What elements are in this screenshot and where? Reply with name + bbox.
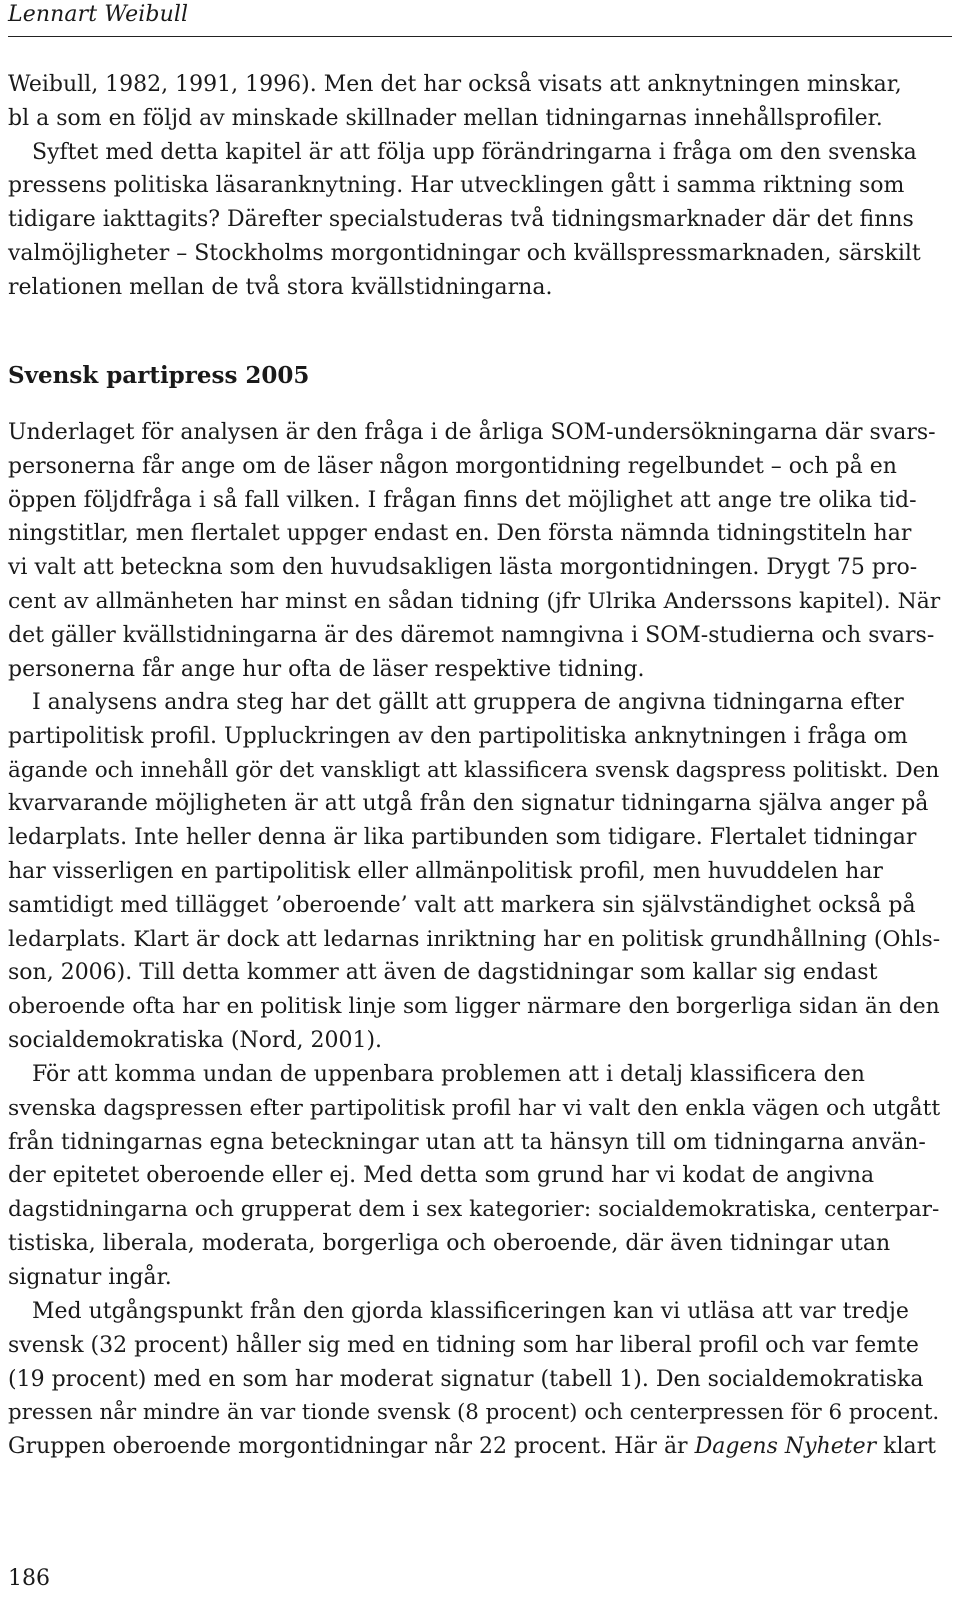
text-line: ledarplats. Klart är dock att ledarnas inriktning har en politisk grundhållning (Ohls- xyxy=(8,926,941,952)
text-line: partipolitisk profil. Uppluckringen av den partipolitiska anknytningen i fråga om xyxy=(8,723,908,749)
text-line: kvarvarande möjligheten är att utgå från den signatur tidningarna själva anger på xyxy=(8,791,929,817)
text-line: personerna får ange om de läser någon morgontidning regelbundet – och på en xyxy=(8,453,897,479)
text-line: signatur ingår. xyxy=(8,1264,172,1290)
body-paragraph-2 xyxy=(8,686,940,1058)
text-line: ägande och innehåll gör det vanskligt att klassificera svensk dagspress politiskt. Den xyxy=(8,757,940,783)
running-head: Lennart Weibull xyxy=(8,2,189,27)
text-line: cent av allmänheten har minst en sådan tidning (jfr Ulrika Anderssons kapitel). När xyxy=(8,588,941,614)
intro-paragraph xyxy=(8,68,940,305)
body-paragraph-1 xyxy=(8,416,940,686)
text-line: der epitetet oberoende eller ej. Med detta som grund har vi kodat de angivna xyxy=(8,1163,875,1189)
text-line: samtidigt med tillägget ’oberoende’ valt att markera sin självständighet också på xyxy=(8,892,916,918)
text-line: svenska dagspressen efter partipolitisk profil har vi valt den enkla vägen och utgått xyxy=(8,1095,941,1121)
text-line: från tidningarnas egna beteckningar utan att ta hänsyn till om tidningarna använ- xyxy=(8,1129,926,1155)
text-line: I analysens andra steg har det gällt att gruppera de angivna tidningarna efter xyxy=(32,690,904,715)
body-paragraph-4 xyxy=(8,1295,940,1464)
text-line: Underlaget för analysen är den fråga i de årliga SOM-undersökningarna där svars- xyxy=(8,420,936,445)
text-run: Gruppen oberoende morgontidningar når 22 procent. Här är xyxy=(8,1434,695,1460)
text-line: tistiska, liberala, moderata, borgerliga och oberoende, där även tidningar utan xyxy=(8,1230,891,1256)
text-line: ningstitlar, men flertalet uppger endast en. Den första nämnda tidningstiteln har xyxy=(8,521,912,547)
text-line: socialdemokratiska (Nord, 2001). xyxy=(8,1027,383,1053)
text-line: pressen når mindre än var tionde svensk (8 procent) och centerpressen för 6 procent. xyxy=(8,1400,940,1426)
text-line: öppen följdfråga i så fall vilken. I frågan finns det möjlighet att ange tre olika tid- xyxy=(8,487,917,513)
text-line: tidigare iakttagits? Därefter specialstuderas två tidningsmarknader där det finns xyxy=(8,207,914,233)
text-line: Weibull, 1982, 1991, 1996). Men det har också visats att anknytningen minskar, xyxy=(8,72,902,97)
text-run: klart xyxy=(876,1434,936,1460)
text-line: bl a som en följd av minskade skillnader mellan tidningarnas innehållsprofiler. xyxy=(8,105,883,131)
text-line: (19 procent) med en som har moderat signatur (tabell 1). Den socialdemokratiska xyxy=(8,1366,924,1392)
text-line: har visserligen en partipolitisk eller allmänpolitisk profil, men huvuddelen har xyxy=(8,858,883,884)
newspaper-title: Dagens Nyheter xyxy=(694,1434,877,1460)
text-line-last xyxy=(8,1430,940,1464)
page-number: 186 xyxy=(8,1566,50,1591)
text-line: svensk (32 procent) håller sig med en tidning som har liberal profil och var femte xyxy=(8,1332,919,1358)
text-line: Med utgångspunkt från den gjorda klassificeringen kan vi utläsa att var tredje xyxy=(32,1299,909,1324)
header-rule xyxy=(8,36,952,37)
text-line: pressens politiska läsaranknytning. Har utvecklingen gått i samma riktning som xyxy=(8,173,905,199)
text-line: relationen mellan de två stora kvällstidningarna. xyxy=(8,274,553,300)
text-line: valmöjligheter – Stockholms morgontidningar och kvällspressmarknaden, särskilt xyxy=(8,240,921,266)
section-heading: Svensk partipress 2005 xyxy=(8,362,310,389)
text-line: vi valt att beteckna som den huvudsakligen lästa morgontidningen. Drygt 75 pro- xyxy=(8,555,918,581)
text-line: det gäller kvällstidningarna är des däremot namngivna i SOM-studierna och svars- xyxy=(8,622,935,648)
text-line: ledarplats. Inte heller denna är lika partibunden som tidigare. Flertalet tidningar xyxy=(8,825,917,851)
text-line: personerna får ange hur ofta de läser respektive tidning. xyxy=(8,656,645,682)
text-line: oberoende ofta har en politisk linje som ligger närmare den borgerliga sidan än den xyxy=(8,994,940,1020)
body-paragraph-3 xyxy=(8,1058,940,1295)
text-line: För att komma undan de uppenbara problemen att i detalj klassificera den xyxy=(32,1062,865,1087)
text-line: son, 2006). Till detta kommer att även de dagstidningar som kallar sig endast xyxy=(8,960,878,986)
text-line: dagstidningarna och grupperat dem i sex kategorier: socialdemokratiska, centerpar- xyxy=(8,1197,940,1223)
text-line: Syftet med detta kapitel är att följa upp förändringarna i fråga om den svenska xyxy=(32,139,917,165)
